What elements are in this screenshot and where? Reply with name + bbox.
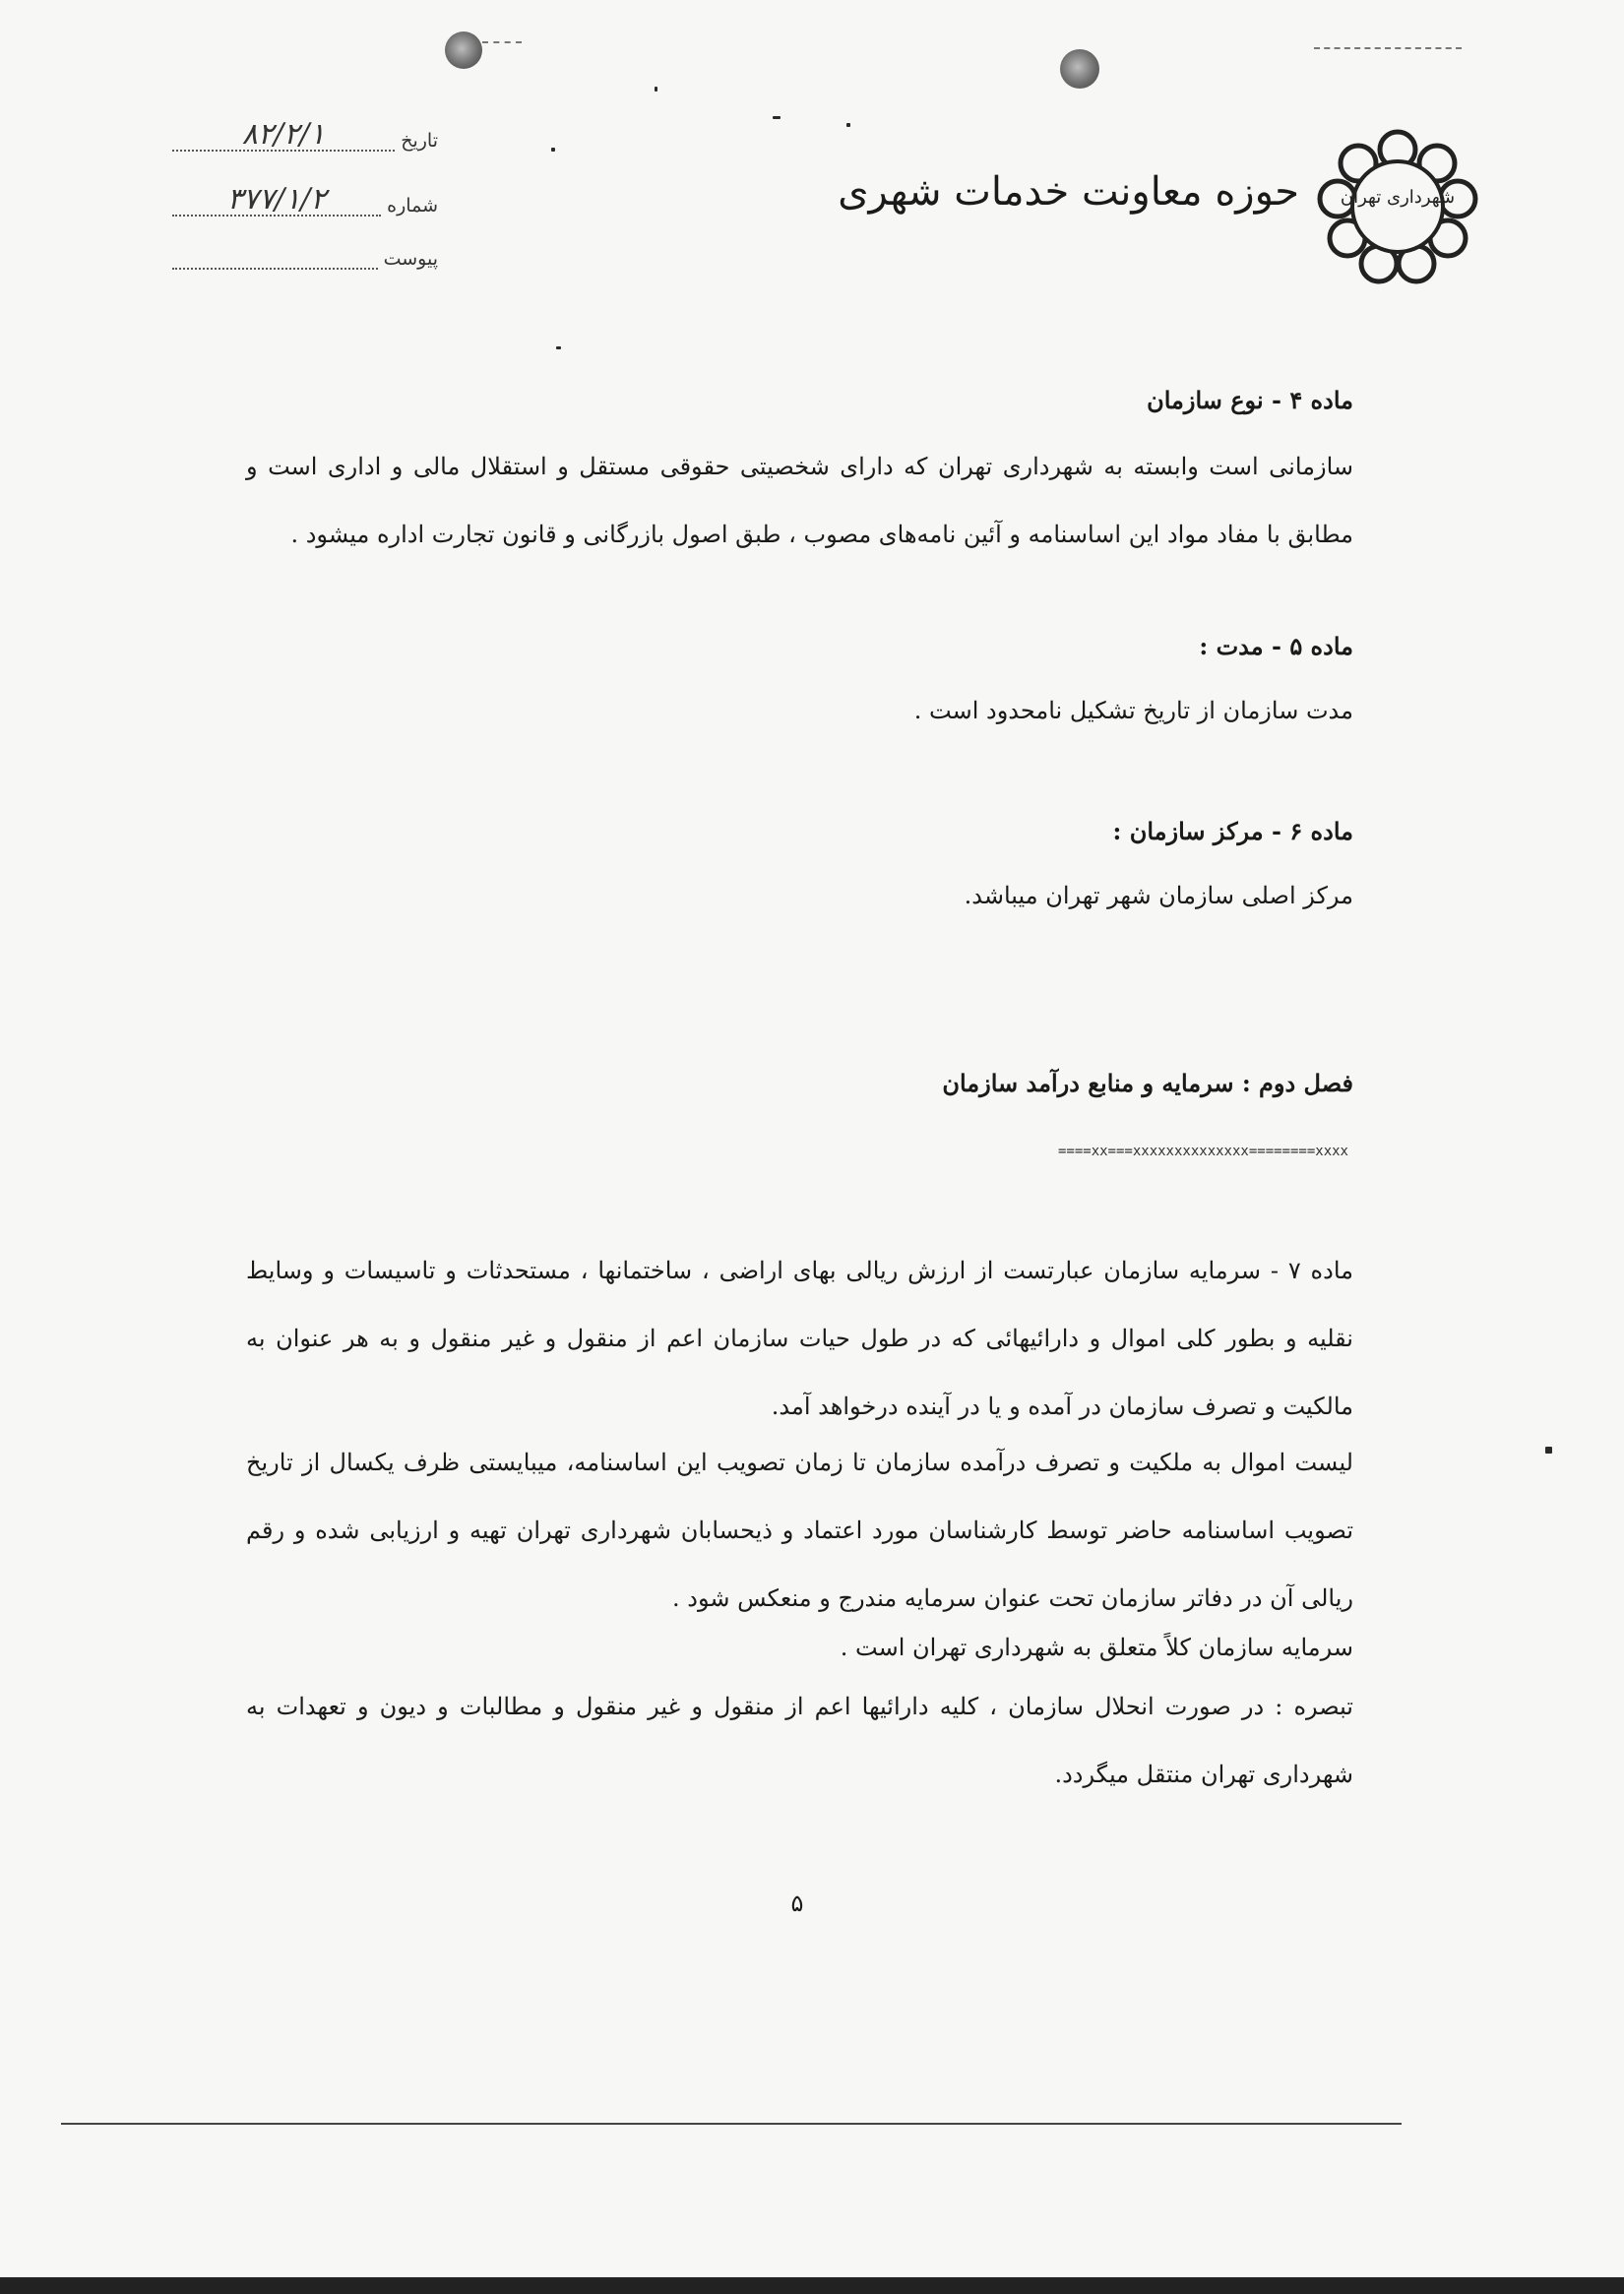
number-label: شماره bbox=[387, 195, 438, 217]
article-6-heading: ماده ۶ - مرکز سازمان : bbox=[1112, 817, 1353, 845]
article-7-paragraph-1: ماده ۷ - سرمایه سازمان عبارتست از ارزش ریالی بهای اراضی ، ساختمانها ، مستحدثات و تاسیسات و وسایط نقلیه و بطور کلی اموال و دارائیهائی که در طول حیات سازمان اعم از منقول و غیر منقول و به هر عنوان به مالکیت و تصرف سازمان در آمده و یا در آینده درخواهد آمد. bbox=[246, 1257, 1353, 1420]
logo-lettering: شهرداری تهران bbox=[1340, 187, 1456, 208]
scan-speck bbox=[773, 116, 781, 119]
chapter-2-heading: فصل دوم : سرمایه و منابع درآمد سازمان bbox=[942, 1069, 1353, 1097]
date-value: ۸۲/۲/۱ bbox=[172, 120, 395, 152]
number-value: ۳۷۷/۱/۲ bbox=[172, 185, 381, 217]
scan-speck bbox=[846, 123, 850, 127]
article-7-note: تبصره : در صورت انحلال سازمان ، کلیه دارائیها اعم از منقول و غیر منقول و مطالبات و دیون و تعهدات به شهرداری تهران منتقل میگردد. bbox=[246, 1693, 1353, 1788]
page-number: ۵ bbox=[790, 1890, 804, 1917]
number-field bbox=[172, 182, 438, 217]
tehran-municipality-logo bbox=[1314, 128, 1481, 285]
attachment-value bbox=[172, 260, 378, 270]
attachment-label: پیوست bbox=[383, 248, 438, 270]
scan-speck bbox=[1545, 1447, 1552, 1454]
article-7-paragraph-2: لیست اموال به ملکیت و تصرف درآمده سازمان تا زمان تصویب این اساسنامه، میبایستی ظرف یکسال از تاریخ تصویب اساسنامه حاضر توسط کارشناسان مورد اعتماد و ذیحسابان شهرداری تهران تهیه و ارزیابی شده و رقم ریالی آن در دفاتر سازمان تحت عنوان سرمایه مندرج و منعکس شود . bbox=[246, 1449, 1353, 1612]
article-4-text: سازمانی است وابسته به شهرداری تهران که دارای شخصیتی حقوقی مستقل و استقلال مالی و اداری است و مطابق با مفاد مواد این اساسنامه و آئین نامه‌های مصوب ، طبق اصول بازرگانی و قانون تجارت اداره میشود . bbox=[246, 453, 1353, 548]
article-5-heading: ماده ۵ - مدت : bbox=[1199, 632, 1353, 660]
chapter-separator: ====xx===xxxxxxxxxxxxxx========xxxx bbox=[1057, 1144, 1348, 1159]
article-6-text: مرکز اصلی سازمان شهر تهران میباشد. bbox=[964, 882, 1353, 909]
date-label: تاریخ bbox=[401, 130, 438, 152]
scan-edge bbox=[0, 2277, 1624, 2294]
article-4-heading: ماده ۴ - نوع سازمان bbox=[1147, 386, 1353, 414]
footer-rule bbox=[61, 2123, 1402, 2125]
scan-speck bbox=[655, 87, 657, 92]
scan-speck bbox=[556, 346, 561, 349]
attachment-field bbox=[172, 248, 438, 270]
department-title: حوزه معاونت خدمات شهری bbox=[838, 169, 1299, 215]
scan-mark-dash bbox=[482, 41, 522, 43]
date-field bbox=[172, 117, 438, 152]
scan-mark-dash bbox=[1314, 47, 1462, 49]
punch-hole-right bbox=[1060, 49, 1099, 89]
scan-speck bbox=[551, 148, 555, 152]
punch-hole-left bbox=[445, 31, 482, 69]
article-5-text: مدت سازمان از تاریخ تشکیل نامحدود است . bbox=[913, 697, 1353, 724]
article-7-paragraph-3: سرمایه سازمان کلاً متعلق به شهرداری تهران است . bbox=[840, 1634, 1353, 1661]
